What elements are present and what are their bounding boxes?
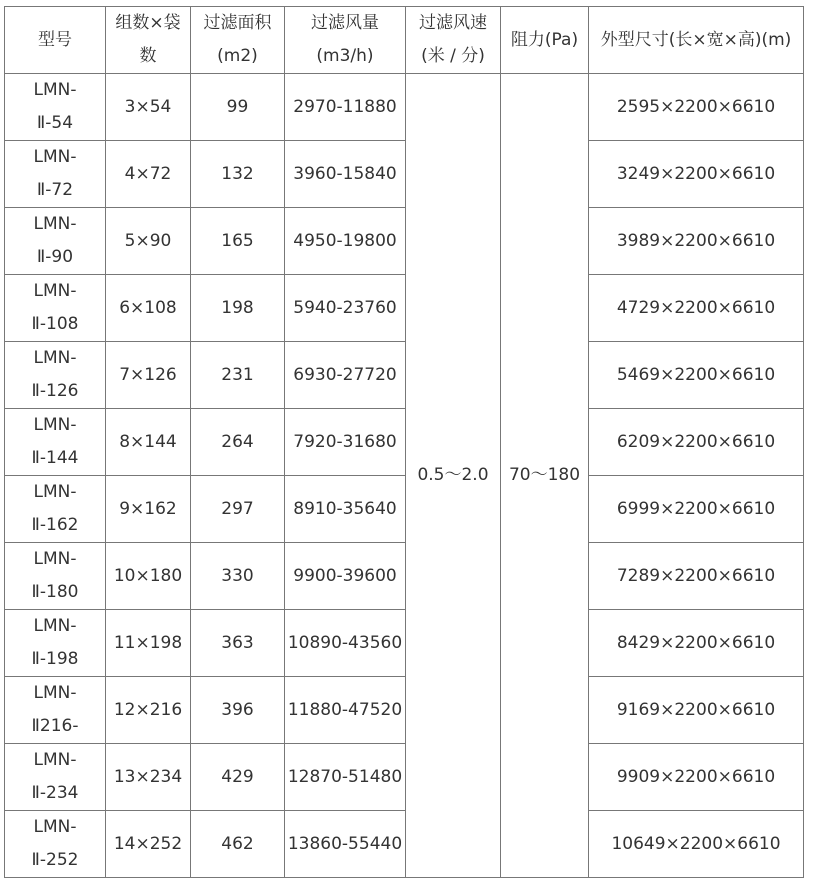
cell-air-volume: 9900-39600	[285, 543, 406, 610]
model-line1: LMN-	[33, 817, 77, 837]
cell-model	[5, 811, 106, 878]
header-area-line1: 过滤面积	[203, 13, 272, 33]
cell-group-bags: 11×198	[106, 610, 191, 677]
cell-filter-area: 396	[191, 677, 285, 744]
cell-air-volume: 8910-35640	[285, 476, 406, 543]
model-line1: LMN-	[33, 281, 77, 301]
cell-group-bags: 10×180	[106, 543, 191, 610]
cell-filter-speed: 0.5～2.0	[406, 74, 501, 878]
cell-group-bags: 4×72	[106, 141, 191, 208]
cell-dimensions: 3989×2200×6610	[589, 208, 804, 275]
model-line2: Ⅱ-126	[31, 381, 79, 401]
model-line1: LMN-	[33, 147, 77, 167]
cell-air-volume: 6930-27720	[285, 342, 406, 409]
header-dimensions: 外型尺寸(长×宽×高)(m)	[589, 7, 804, 74]
table-row	[5, 677, 804, 744]
model-line2: Ⅱ-144	[31, 448, 79, 468]
cell-air-volume: 12870-51480	[285, 744, 406, 811]
header-resistance: 阻力(Pa)	[501, 7, 589, 74]
cell-group-bags: 13×234	[106, 744, 191, 811]
cell-dimensions: 7289×2200×6610	[589, 543, 804, 610]
cell-model	[5, 342, 106, 409]
model-line1: LMN-	[33, 348, 77, 368]
table-row	[5, 141, 804, 208]
cell-dimensions: 9909×2200×6610	[589, 744, 804, 811]
model-line2: Ⅱ-198	[31, 649, 79, 669]
cell-model	[5, 677, 106, 744]
model-line1: LMN-	[33, 683, 77, 703]
table-row	[5, 811, 804, 878]
cell-dimensions: 3249×2200×6610	[589, 141, 804, 208]
model-line2: Ⅱ-252	[31, 850, 79, 870]
model-line1: LMN-	[33, 482, 77, 502]
table-row	[5, 409, 804, 476]
table-header	[5, 7, 804, 74]
header-area-line2: (m2)	[217, 46, 258, 66]
header-speed-line1: 过滤风速	[419, 13, 487, 33]
table-row	[5, 208, 804, 275]
header-filter-area	[191, 7, 285, 74]
cell-group-bags: 8×144	[106, 409, 191, 476]
cell-model	[5, 476, 106, 543]
cell-filter-area: 363	[191, 610, 285, 677]
model-line2: Ⅱ-72	[36, 180, 74, 200]
cell-air-volume: 5940-23760	[285, 275, 406, 342]
header-group-line2: 数	[139, 46, 157, 66]
model-line2: Ⅱ216-	[31, 716, 79, 736]
header-filter-speed	[406, 7, 501, 74]
model-line2: Ⅱ-234	[31, 783, 79, 803]
model-line1: LMN-	[33, 214, 77, 234]
cell-resistance: 70～180	[501, 74, 589, 878]
model-line1: LMN-	[33, 616, 77, 636]
cell-air-volume: 13860-55440	[285, 811, 406, 878]
model-line2: Ⅱ-108	[31, 314, 79, 334]
cell-group-bags: 3×54	[106, 74, 191, 141]
table-row	[5, 275, 804, 342]
cell-air-volume: 2970-11880	[285, 74, 406, 141]
cell-group-bags: 9×162	[106, 476, 191, 543]
model-line1: LMN-	[33, 415, 77, 435]
cell-group-bags: 5×90	[106, 208, 191, 275]
cell-filter-area: 264	[191, 409, 285, 476]
cell-dimensions: 5469×2200×6610	[589, 342, 804, 409]
model-line2: Ⅱ-90	[36, 247, 74, 267]
cell-model	[5, 141, 106, 208]
cell-dimensions: 9169×2200×6610	[589, 677, 804, 744]
model-line1: LMN-	[33, 549, 77, 569]
cell-model	[5, 74, 106, 141]
model-line2: Ⅱ-54	[36, 113, 74, 133]
header-group-bags	[106, 7, 191, 74]
cell-filter-area: 429	[191, 744, 285, 811]
cell-model	[5, 409, 106, 476]
model-line2: Ⅱ-180	[31, 582, 79, 602]
model-line2: Ⅱ-162	[31, 515, 79, 535]
table-row	[5, 342, 804, 409]
cell-group-bags: 6×108	[106, 275, 191, 342]
table-body	[5, 74, 804, 878]
cell-dimensions: 6209×2200×6610	[589, 409, 804, 476]
table-row	[5, 543, 804, 610]
cell-group-bags: 7×126	[106, 342, 191, 409]
cell-dimensions: 4729×2200×6610	[589, 275, 804, 342]
cell-dimensions: 6999×2200×6610	[589, 476, 804, 543]
cell-dimensions: 8429×2200×6610	[589, 610, 804, 677]
header-speed-line2: (米 / 分)	[421, 46, 485, 66]
table-row	[5, 74, 804, 141]
header-row	[5, 7, 804, 74]
cell-air-volume: 3960-15840	[285, 141, 406, 208]
cell-group-bags: 14×252	[106, 811, 191, 878]
cell-group-bags: 12×216	[106, 677, 191, 744]
cell-filter-area: 231	[191, 342, 285, 409]
cell-air-volume: 7920-31680	[285, 409, 406, 476]
cell-filter-area: 198	[191, 275, 285, 342]
spec-table	[4, 6, 804, 878]
cell-air-volume: 4950-19800	[285, 208, 406, 275]
header-model: 型号	[5, 7, 106, 74]
cell-air-volume: 10890-43560	[285, 610, 406, 677]
header-air-volume	[285, 7, 406, 74]
cell-dimensions: 10649×2200×6610	[589, 811, 804, 878]
model-line1: LMN-	[33, 750, 77, 770]
cell-model	[5, 543, 106, 610]
cell-model	[5, 275, 106, 342]
cell-air-volume: 11880-47520	[285, 677, 406, 744]
cell-model	[5, 610, 106, 677]
cell-filter-area: 330	[191, 543, 285, 610]
header-flow-line2: (m3/h)	[316, 46, 374, 66]
cell-filter-area: 99	[191, 74, 285, 141]
cell-filter-area: 462	[191, 811, 285, 878]
cell-filter-area: 297	[191, 476, 285, 543]
cell-model	[5, 208, 106, 275]
model-line1: LMN-	[33, 80, 77, 100]
header-group-line1: 组数×袋	[115, 13, 181, 33]
cell-filter-area: 165	[191, 208, 285, 275]
header-flow-line1: 过滤风量	[311, 13, 379, 33]
cell-model	[5, 744, 106, 811]
table-row	[5, 476, 804, 543]
table-row	[5, 610, 804, 677]
cell-dimensions: 2595×2200×6610	[589, 74, 804, 141]
table-row	[5, 744, 804, 811]
cell-filter-area: 132	[191, 141, 285, 208]
